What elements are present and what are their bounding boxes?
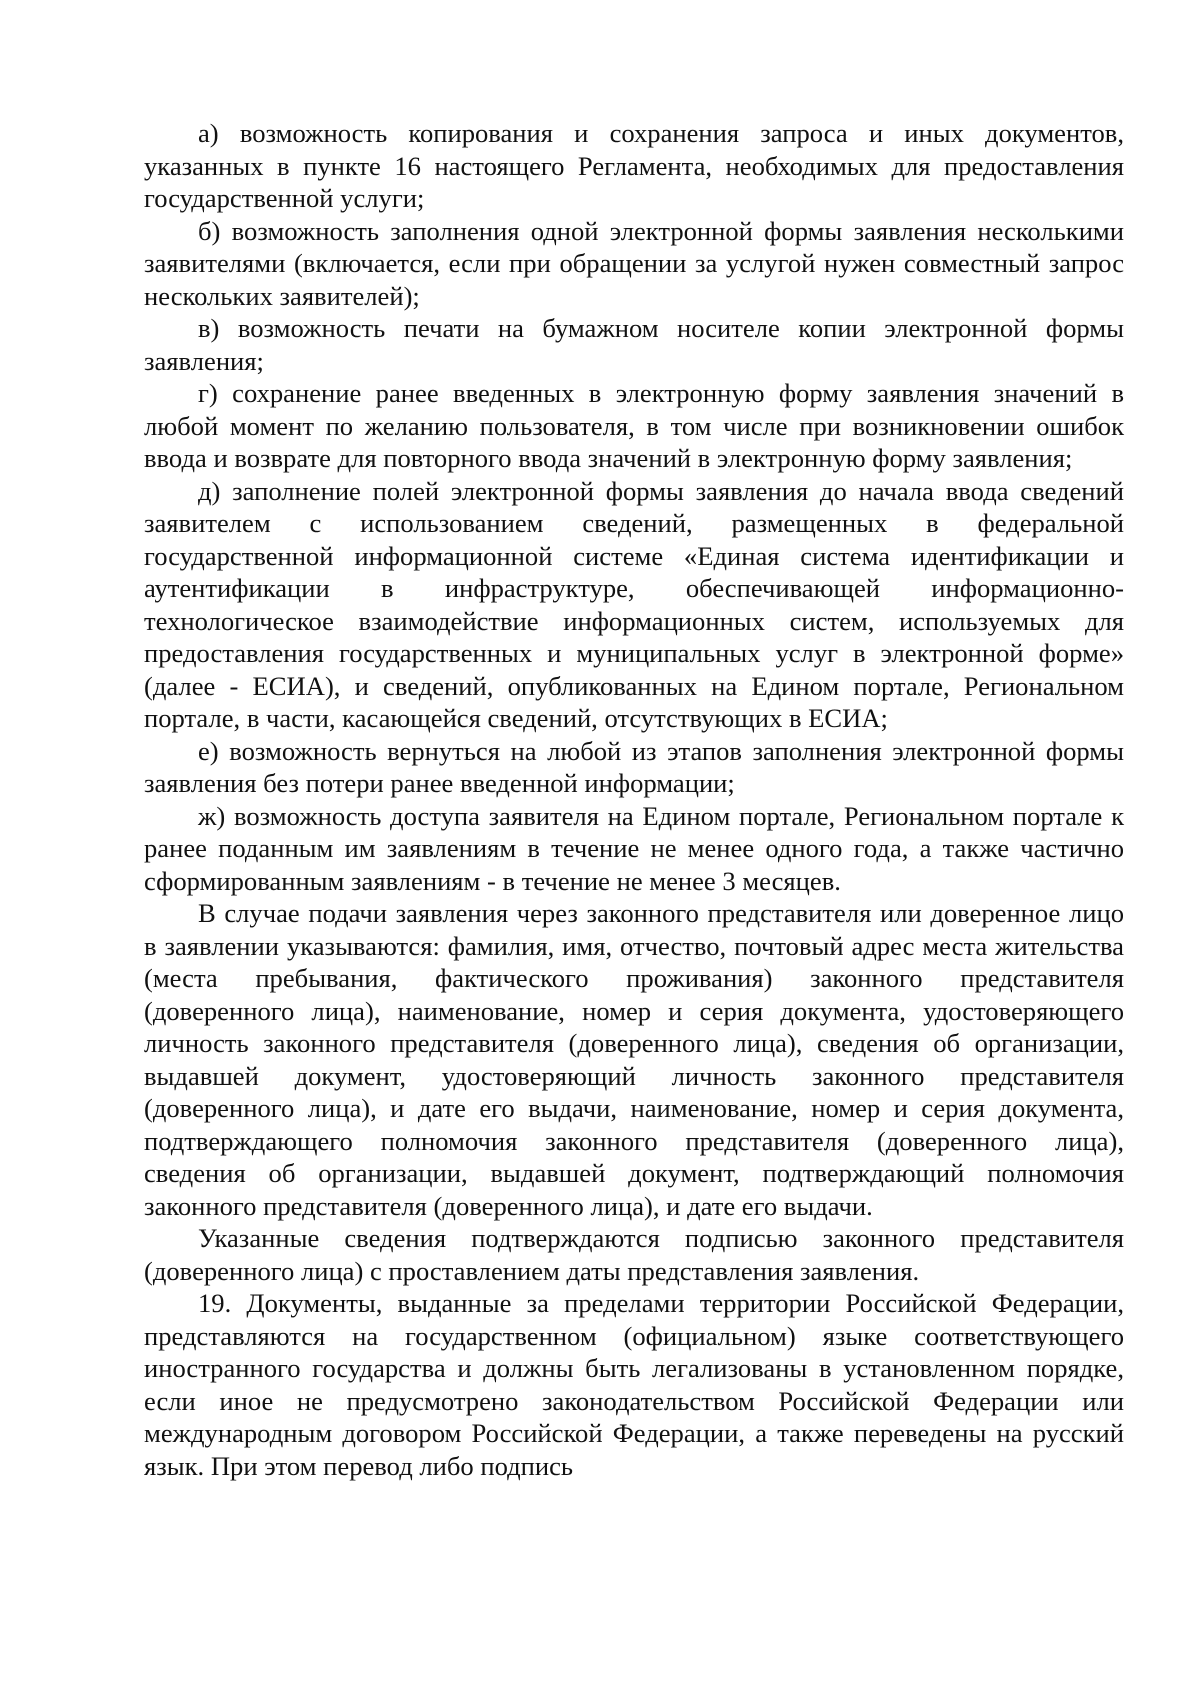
document-body [144,117,1124,1482]
paragraph-representative: В случае подачи заявления через законного представителя или доверенное лицо в заявлении указываются: фамилия, имя, отчество, почтовый адрес места жительства (места пребывания, фактического проживания) законного представителя (доверенного лица), наименование, номер и серия документа, удостоверяющего личность законного представителя (доверенного лица), сведения об организации, выдавшей документ, удостоверяющий личность законного представителя (доверенного лица), и дате его выдачи, наименование, номер и серия документа, подтверждающего полномочия законного представителя (доверенного лица), сведения об организации, выдавшей документ, подтверждающий полномочия законного представителя (доверенного лица), и дате его выдачи. [144,898,1124,1221]
paragraph-g: г) сохранение ранее введенных в электронную форму заявления значений в любой момент по желанию пользователя, в том числе при возникновении ошибок ввода и возврате для повторного ввода значений в электронную форму заявления; [144,378,1124,473]
paragraph-a: а) возможность копирования и сохранения запроса и иных документов, указанных в пункте 16 настоящего Регламента, необходимых для предоставления государственной услуги; [144,118,1124,213]
paragraph-v: в) возможность печати на бумажном носителе копии электронной формы заявления; [144,313,1124,376]
paragraph-19: 19. Документы, выданные за пределами территории Российской Федерации, представляются на государственном (официальном) языке соответствующего иностранного государства и должны быть легализованы в установленном порядке, если иное не предусмотрено законодательством Российской Федерации или международным договором Российской Федерации, а также переведены на русский язык. При этом перевод либо подпись [144,1288,1124,1481]
paragraph-zh: ж) возможность доступа заявителя на Едином портале, Региональном портале к ранее поданным им заявлениям в течение не менее одного года, а также частично сформированным заявлениям - в течение не менее 3 месяцев. [144,800,1124,896]
paragraph-b: б) возможность заполнения одной электронной формы заявления несколькими заявителями (включается, если при обращении за услугой нужен совместный запрос нескольких заявителей); [144,215,1124,311]
paragraph-e: е) возможность вернуться на любой из этапов заполнения электронной формы заявления без потери ранее введенной информации; [144,735,1124,798]
paragraph-d: д) заполнение полей электронной формы заявления до начала ввода сведений заявителем с использованием сведений, размещенных в федеральной государственной информационной системе «Единая система идентификации и аутентификации в инфраструктуре, обеспечивающей информационно-технологическое взаимодействие информационных систем, используемых для предоставления государственных и муниципальных услуг в электронной форме» (далее - ЕСИА), и сведений, опубликованных на Едином портале, Региональном портале, в части, касающейся сведений, отсутствующих в ЕСИА; [144,475,1124,733]
paragraph-signature-confirmation: Указанные сведения подтверждаются подписью законного представителя (доверенного лица) с проставлением даты представления заявления. [144,1223,1124,1286]
